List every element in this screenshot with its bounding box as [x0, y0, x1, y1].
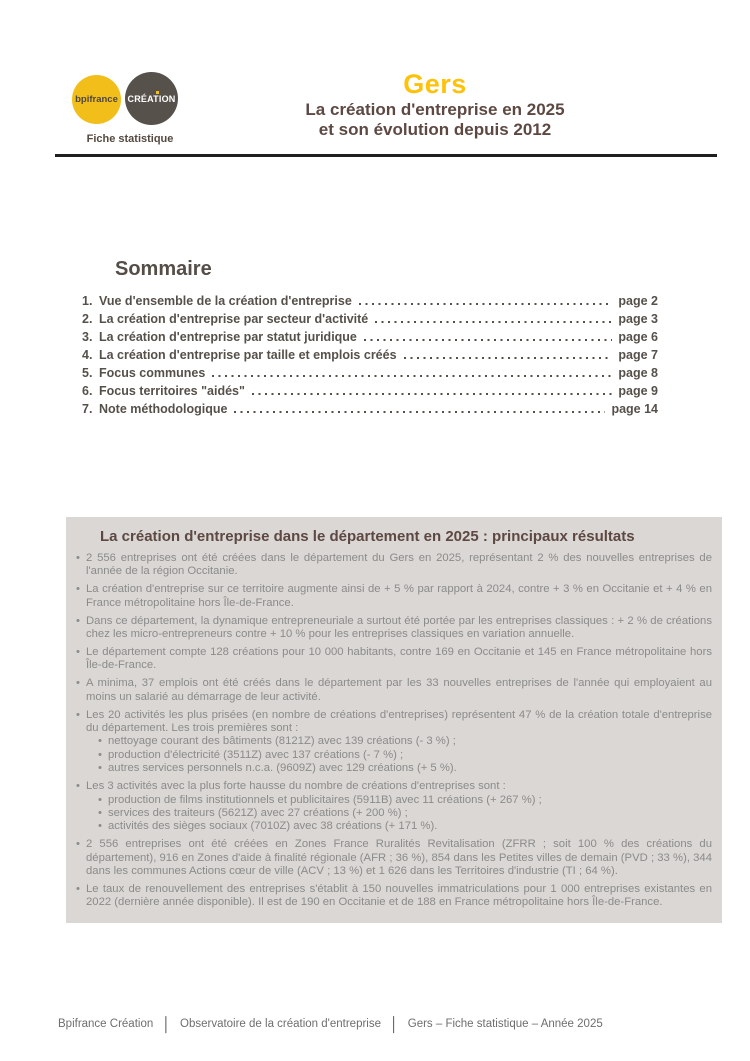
header-divider	[55, 154, 717, 157]
toc-item-page: page 2	[618, 294, 658, 308]
bullet-text: services des traiteurs (5621Z) avec 27 créations (+ 200 %) ;	[108, 806, 408, 819]
bullet-text: 2 556 entreprises ont été créées en Zones France Ruralités Revitalisation (ZFRR ; soit 100 % des créations du département), 916 en Zones d'aide à finalité régionale (AFR ; 36 %), 854 dans les Petites villes de demain (PVD ; 33 %), 344 dans les communes Actions cœur de ville (ACV ; 13 %) et 1 626 dans les Territoires d'industrie (TI ; 64 %).	[86, 838, 712, 878]
bullet-marker: •	[76, 552, 80, 564]
toc-item-number: 2.	[82, 312, 93, 326]
bullet-text: activités des sièges sociaux (7010Z) avec 38 créations (+ 171 %).	[108, 820, 438, 833]
result-sub-bullet	[98, 794, 712, 807]
toc-item-3[interactable]	[82, 328, 658, 346]
toc-item-label: La création d'entreprise par taille et emplois créés	[99, 348, 397, 362]
result-bullet	[76, 709, 712, 736]
table-of-contents	[82, 258, 658, 418]
bullet-text: Le taux de renouvellement des entreprises s'établit à 150 nouvelles immatriculations pour 1 000 entreprises existantes en 2022 (dernière année disponible). Il est de 190 en Occitanie et de 188 en France métropolitaine hors Île-de-France.	[86, 882, 712, 909]
toc-dot-leader	[364, 339, 613, 341]
toc-item-page: page 3	[618, 312, 658, 326]
bullet-text: nettoyage courant des bâtiments (8121Z) avec 139 créations (- 3 %) ;	[108, 735, 456, 748]
toc-dot-leader	[234, 411, 605, 413]
toc-item-page: page 9	[618, 384, 658, 398]
bullet-text: A minima, 37 emplois ont été créés dans le département par les 33 nouvelles entreprises de l'année qui employaient au moins un salarié au démarrage de leur activité.	[86, 677, 712, 703]
toc-item-4[interactable]	[82, 346, 658, 364]
result-sub-bullet	[98, 762, 712, 775]
bullet-text: Dans ce département, la dynamique entrepreneuriale a surtout été portée par les entreprises classiques : + 2 % de créations chez les micro-entrepreneurs contre + 10 % pour les entreprises classiques en variation annuelle.	[86, 614, 712, 641]
footer-separator-bar: │	[162, 1016, 171, 1032]
toc-item-number: 7.	[82, 402, 93, 416]
bullet-text: autres services personnels n.c.a. (9609Z) avec 129 créations (+ 5 %).	[108, 762, 457, 775]
bullet-marker: •	[98, 748, 102, 761]
page-footer	[58, 1016, 698, 1032]
result-sub-bullet	[98, 749, 712, 762]
toc-item-2[interactable]	[82, 310, 658, 328]
result-bullet	[76, 838, 712, 878]
logo-tagline: Fiche statistique	[86, 133, 174, 145]
toc-item-label: Vue d'ensemble de la création d'entreprise	[99, 294, 352, 308]
result-bullet	[76, 615, 712, 642]
toc-item-6[interactable]	[82, 382, 658, 400]
bullet-text: Les 20 activités les plus prisées (en nombre de créations d'entreprises) représentent 47 % de la création totale d'entreprise du département. Les trois premières sont :	[86, 708, 712, 734]
toc-dot-leader	[252, 393, 612, 395]
toc-dot-leader	[359, 303, 613, 305]
document-subtitle-line1: La création d'entreprise en 2025	[305, 100, 565, 119]
toc-dot-leader	[212, 375, 612, 377]
bullet-marker: •	[98, 793, 102, 806]
toc-item-label: La création d'entreprise par secteur d'activité	[99, 312, 369, 326]
bpifrance-creation-logo	[72, 72, 188, 145]
bullet-marker: •	[76, 708, 80, 721]
footer-brand: Bpifrance Création	[58, 1018, 154, 1030]
bullet-marker: •	[76, 645, 80, 658]
toc-item-number: 3.	[82, 330, 93, 344]
bullet-marker: •	[76, 780, 80, 793]
bullet-marker: •	[98, 762, 102, 775]
toc-item-number: 5.	[82, 366, 93, 380]
document-header	[250, 69, 620, 139]
bullet-text: Le département compte 128 créations pour 10 000 habitants, contre 169 en Occitanie et 145 en France métropolitaine hors Île-de-France.	[86, 645, 712, 672]
toc-item-5[interactable]	[82, 364, 658, 382]
toc-item-page: page 6	[618, 330, 658, 344]
footer-observatory: Observatoire de la création d'entreprise	[180, 1018, 381, 1030]
bullet-marker: •	[98, 735, 102, 748]
toc-item-label: Focus communes	[99, 366, 206, 380]
toc-item-page: page 14	[611, 402, 658, 416]
creation-logo-label: CRÉATION	[127, 93, 176, 104]
toc-item-number: 4.	[82, 348, 93, 362]
result-bullet	[76, 646, 712, 673]
bullet-text: La création d'entreprise sur ce territoire augmente ainsi de + 5 % par rapport à 2024, contre + 3 % en Occitanie et + 4 % en France métropolitaine hors Île-de-France.	[86, 583, 712, 609]
bullet-marker: •	[76, 838, 80, 851]
result-bullet	[76, 583, 712, 610]
result-bullet	[76, 677, 712, 704]
toc-item-number: 1.	[82, 294, 93, 308]
bullet-text: production de films institutionnels et publicitaires (5911B) avec 11 créations (+ 267 %) ;	[108, 793, 542, 806]
result-bullet	[76, 883, 712, 910]
creation-i-dot-icon	[156, 91, 159, 94]
toc-item-number: 6.	[82, 384, 93, 398]
result-bullet	[76, 780, 712, 793]
key-results-title: La création d'entreprise dans le département en 2025 : principaux résultats	[100, 528, 635, 545]
bullet-marker: •	[76, 614, 80, 627]
department-title: Gers	[403, 69, 467, 99]
toc-item-1[interactable]	[82, 292, 658, 310]
toc-item-label: Note méthodologique	[99, 402, 228, 416]
toc-item-7[interactable]	[82, 400, 658, 418]
key-results-panel	[66, 517, 722, 923]
logo-circles	[72, 72, 188, 126]
bullet-marker: •	[98, 820, 102, 833]
toc-item-label: Focus territoires "aidés"	[99, 384, 245, 398]
document-subtitle-line2: et son évolution depuis 2012	[318, 119, 552, 139]
bullet-marker: •	[98, 806, 102, 819]
toc-item-page: page 8	[618, 366, 658, 380]
footer-document-reference: Gers – Fiche statistique – Année 2025	[407, 1018, 603, 1030]
bullet-text: 2 556 entreprises ont été créées dans le département du Gers en 2025, représentant 2 % des nouvelles entreprises de l'année de la région Occitanie.	[86, 552, 712, 578]
toc-dot-leader	[404, 357, 613, 359]
result-sub-bullet	[98, 820, 712, 833]
toc-title: Sommaire	[115, 258, 212, 280]
toc-dot-leader	[375, 321, 612, 323]
bpifrance-logo-circle	[72, 75, 121, 124]
toc-item-label: La création d'entreprise par statut juridique	[99, 330, 357, 344]
bullet-marker: •	[76, 583, 80, 596]
bullet-text: Les 3 activités avec la plus forte hausse du nombre de créations d'entreprises sont :	[86, 780, 506, 793]
bullet-text: production d'électricité (3511Z) avec 137 créations (- 7 %) ;	[108, 748, 404, 761]
footer-separator-bar: │	[390, 1016, 399, 1032]
result-sub-bullet	[98, 735, 712, 748]
result-sub-bullet	[98, 807, 712, 820]
creation-logo-circle	[125, 72, 178, 125]
bullet-marker: •	[76, 677, 80, 690]
bullet-marker: •	[76, 882, 80, 895]
bpifrance-logo-label: bpifrance	[75, 94, 118, 105]
toc-item-page: page 7	[618, 348, 658, 362]
result-bullet	[76, 552, 712, 579]
